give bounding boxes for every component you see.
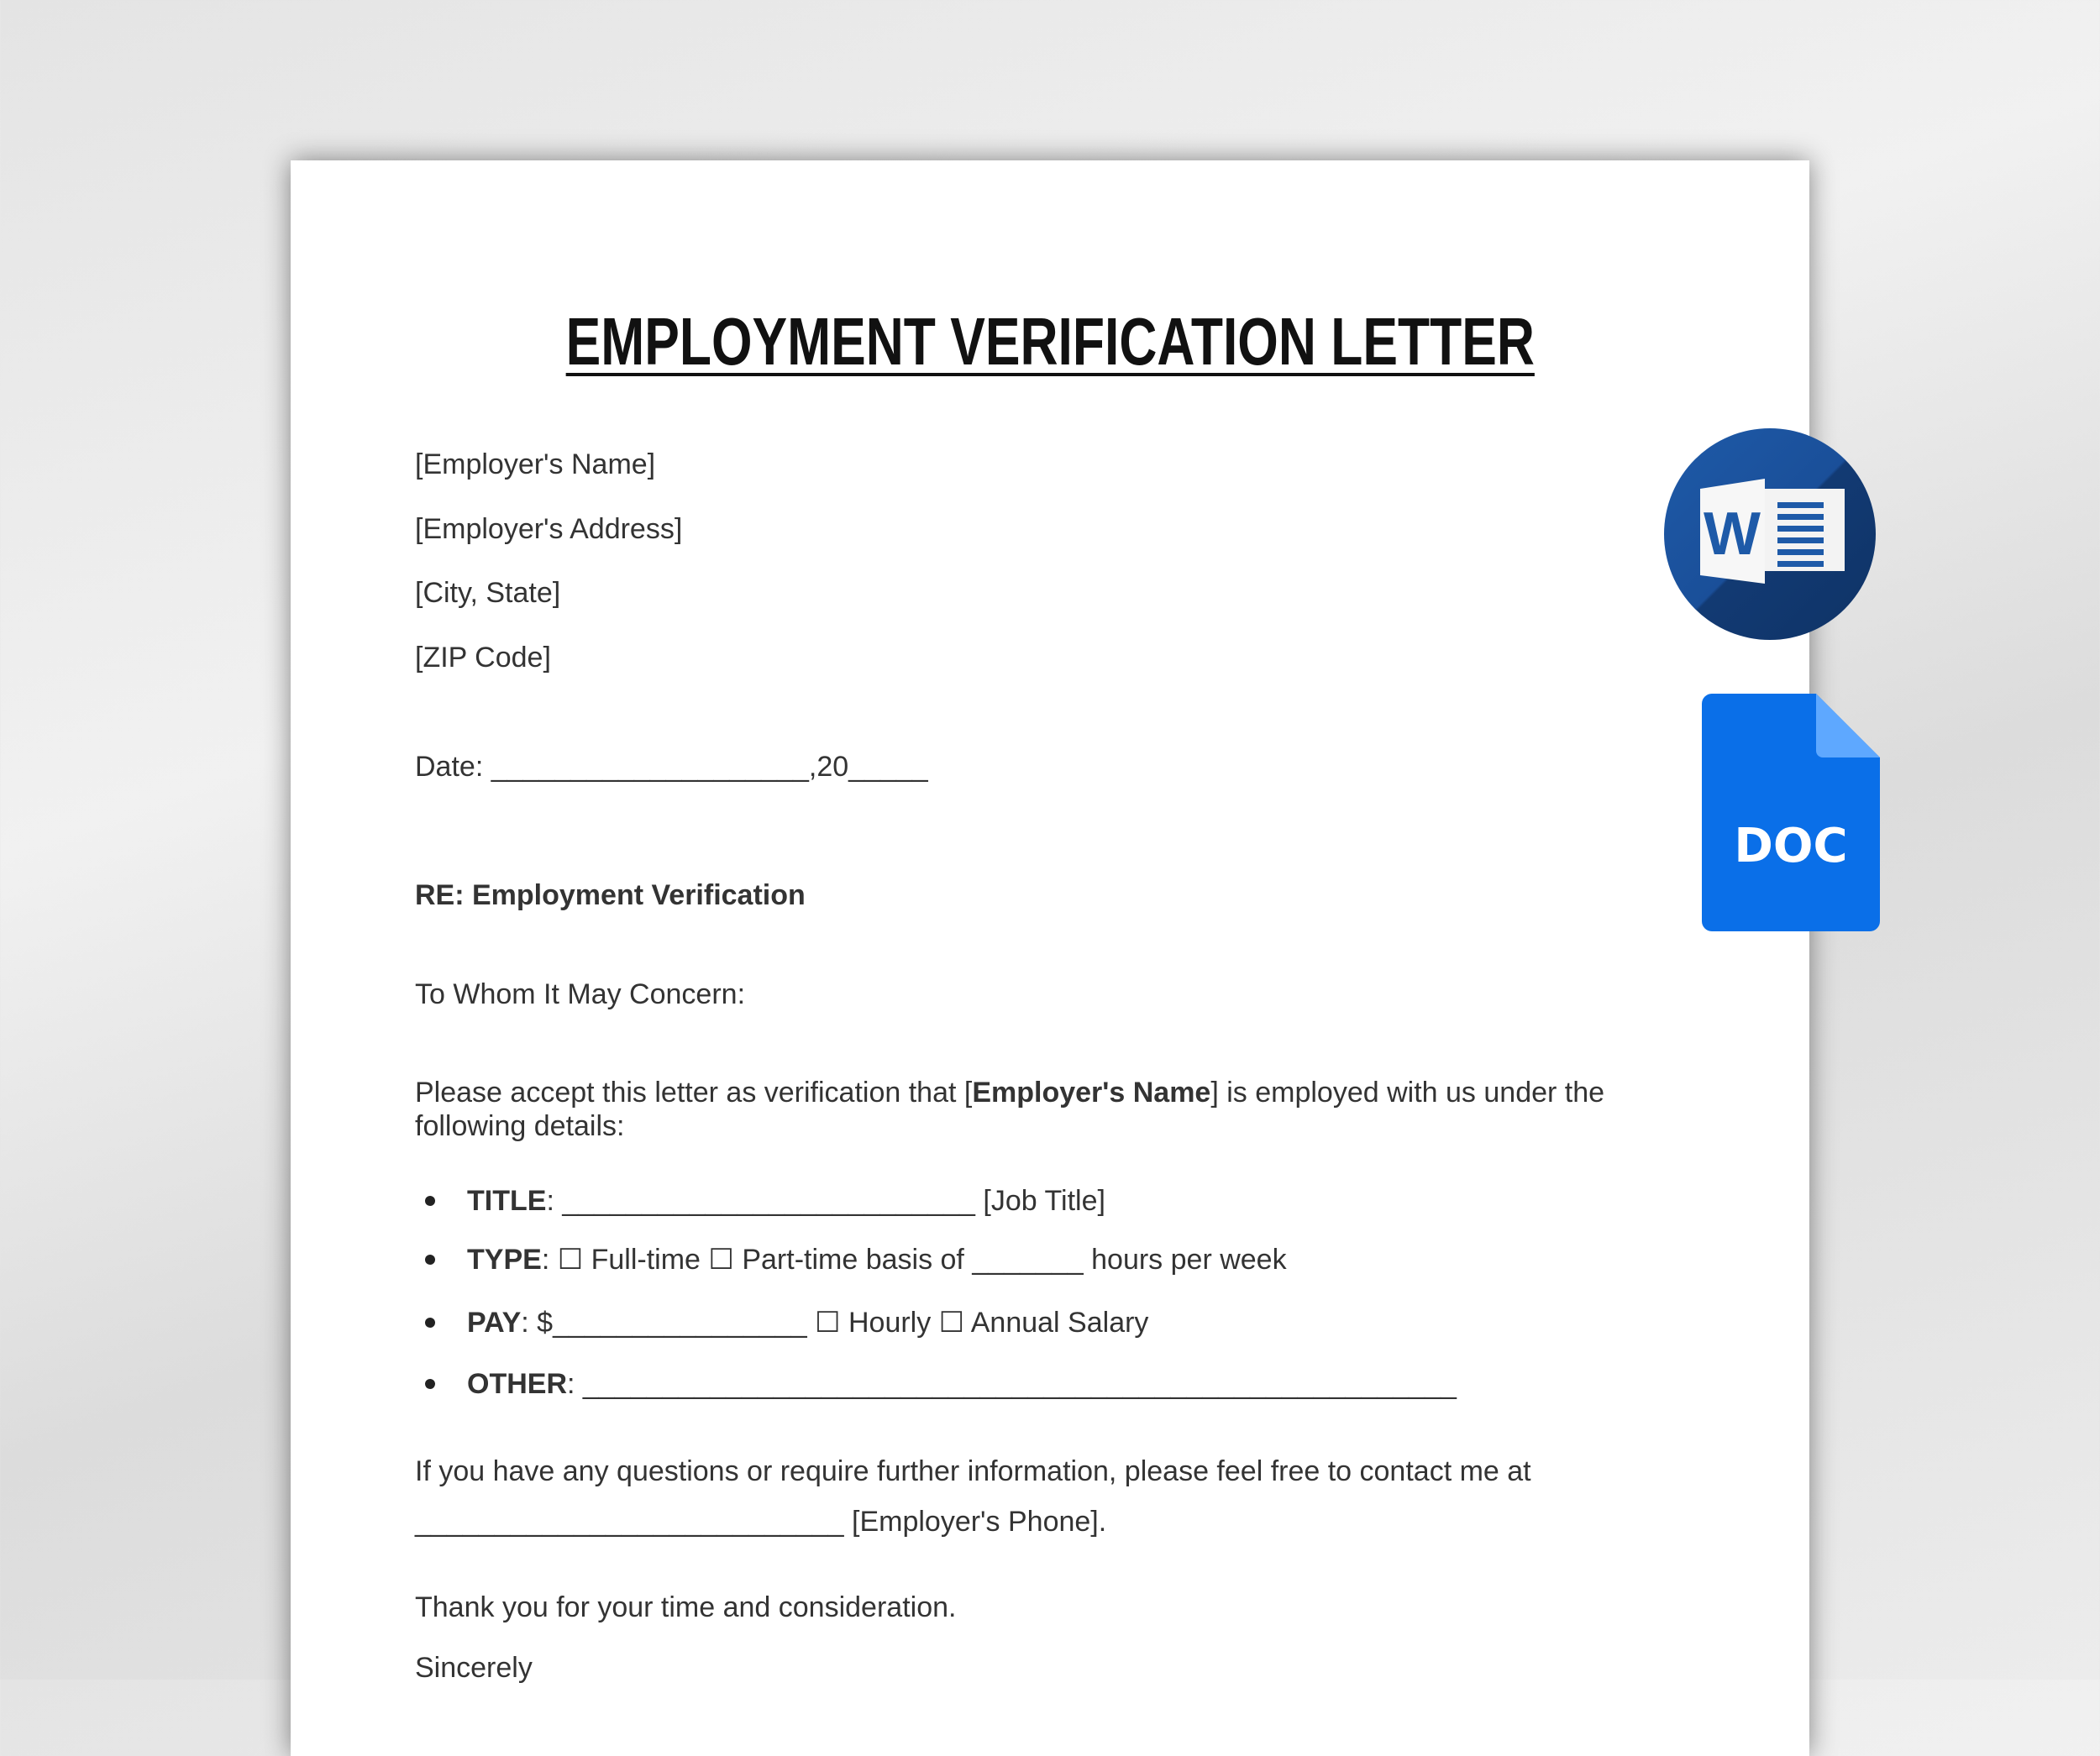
bullet-icon [425, 1318, 435, 1328]
zip-line: [ZIP Code] [415, 642, 551, 674]
bullet-icon [425, 1255, 435, 1265]
thanks-line: Thank you for your time and consideration. [415, 1591, 957, 1623]
intro-bold: Employer's Name [972, 1077, 1211, 1109]
bullet-icon [425, 1379, 435, 1389]
re-line: RE: Employment Verification [415, 879, 806, 911]
word-icon [1664, 428, 1876, 640]
word-letter: W [1704, 501, 1761, 568]
detail-value: : $________________ ☐ Hourly ☐ Annual Salary [521, 1307, 1149, 1339]
intro-line-2: following details: [415, 1110, 625, 1142]
detail-type [467, 1243, 1287, 1276]
doc-label: DOC [1734, 819, 1848, 873]
city-state-line: [City, State] [415, 577, 561, 609]
detail-pay [467, 1306, 1148, 1339]
date-line: Date: ____________________,20_____ [415, 751, 928, 783]
detail-value: : _______________________________________________________ [567, 1368, 1457, 1400]
detail-other [467, 1367, 1457, 1401]
letter-page [291, 160, 1809, 1756]
contact-line-1: If you have any questions or require further information, please feel free to contact me at [415, 1455, 1531, 1487]
doc-file-icon [1702, 694, 1880, 931]
letter-title [291, 303, 1809, 380]
detail-value: : ☐ Full-time ☐ Part-time basis of _______ hours per week [541, 1244, 1287, 1276]
intro-text-end: ] is employed with us under the [1210, 1077, 1605, 1109]
title-text: EMPLOYMENT VERIFICATION LETTER [565, 304, 1535, 379]
employer-address-line: [Employer's Address] [415, 513, 683, 545]
detail-label: TITLE [467, 1185, 547, 1217]
detail-value: : __________________________ [Job Title] [546, 1185, 1105, 1217]
detail-label: OTHER [467, 1368, 567, 1400]
detail-label: PAY [467, 1307, 522, 1339]
contact-line-2: ___________________________ [Employer's Phone]. [415, 1506, 1107, 1538]
intro-text: Please accept this letter as verification that [ [415, 1077, 973, 1109]
closing-line: Sincerely [415, 1652, 533, 1684]
employer-name-line: [Employer's Name] [415, 448, 656, 480]
bullet-icon [425, 1196, 435, 1206]
detail-title [467, 1184, 1105, 1218]
intro-line-1 [415, 1076, 1604, 1109]
detail-label: TYPE [467, 1244, 542, 1276]
salutation: To Whom It May Concern: [415, 978, 746, 1010]
